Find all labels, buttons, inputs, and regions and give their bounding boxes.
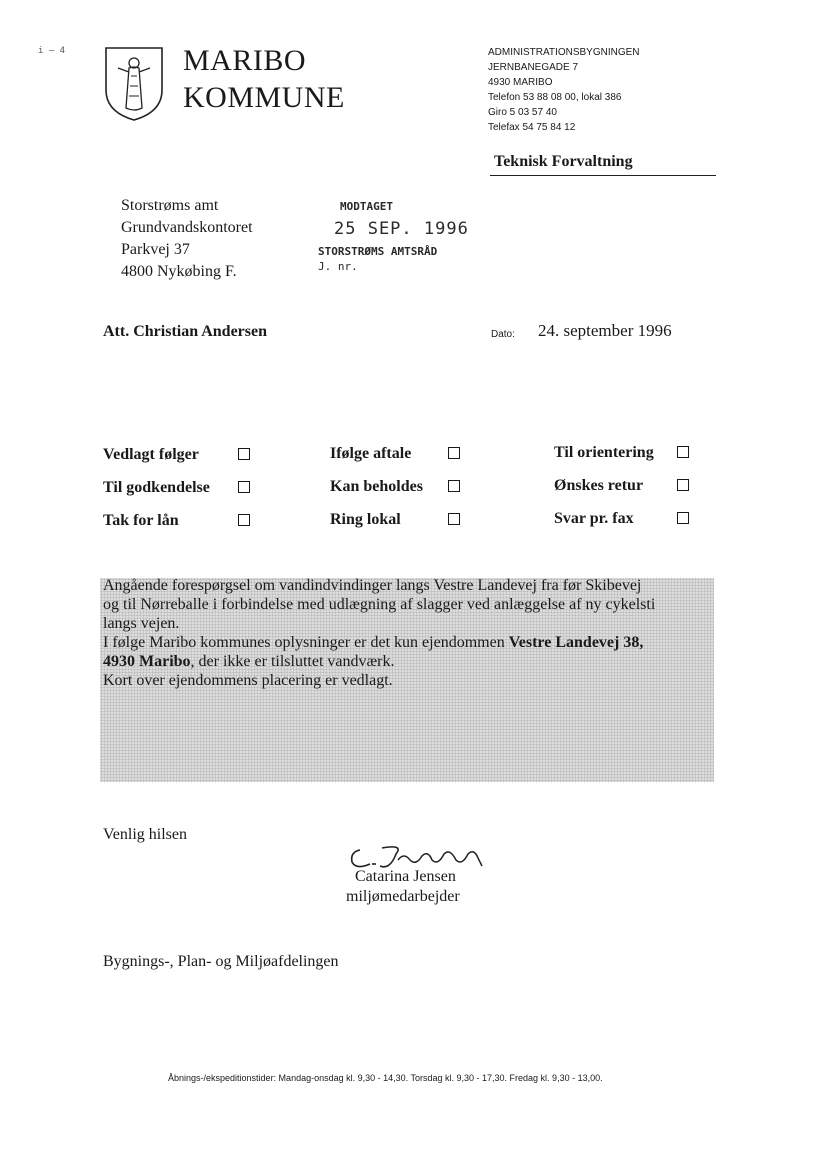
closing-greeting: Venlig hilsen [103,826,187,843]
admin-line: Telefon 53 88 08 00, lokal 386 [488,92,622,103]
message-line: Angående forespørgsel om vandindvindinger langs Vestre Landevej fra før Skibevej [103,577,642,594]
municipality-name-line2: KOMMUNE [183,81,345,114]
department-title: Teknisk Forvaltning [494,153,633,170]
message-text: , der ikke er tilsluttet vandværk. [190,653,395,670]
admin-line: JERNBANEGADE 7 [488,62,579,73]
message-line: og til Nørreballe i forbindelse med udlægning af slagger ved anlæggelse af ny cykelsti [103,596,656,613]
date-value: 24. september 1996 [538,321,672,340]
checkbox-beholdes[interactable] [448,480,460,492]
message-line [103,633,707,652]
admin-line: Giro 5 03 57 40 [488,107,557,118]
checkbox-vedlagt[interactable] [238,448,250,460]
recipient-line: Parkvej 37 [121,241,190,258]
checkbox-label-retur: Ønskes retur [554,477,644,494]
checkbox-label-orientering: Til orientering [554,444,654,461]
stamp-office: STORSTRØMS AMTSRÅD [318,245,438,258]
checkbox-fax[interactable] [677,512,689,524]
opening-hours: Åbnings-/ekspeditionstider: Mandag-onsdag kl. 9,30 - 14,30. Torsdag kl. 9,30 - 17,30. Fredag kl. 9,30 - 13,00. [168,1073,603,1083]
recipient-address [121,195,253,283]
checkbox-laan[interactable] [238,514,250,526]
recipient-line: Grundvandskontoret [121,219,253,236]
checkbox-label-fax: Svar pr. fax [554,510,634,527]
date-label: Dato: [491,329,515,340]
checkbox-ifolge[interactable] [448,447,460,459]
checkbox-retur[interactable] [677,479,689,491]
signer-title: miljømedarbejder [346,888,460,905]
checkbox-label-godkendelse: Til godkendelse [103,479,210,496]
checkbox-label-laan: Tak for lån [103,512,179,529]
property-city: 4930 Maribo [103,653,191,670]
message-body [103,576,707,690]
attention-line: Att. Christian Andersen [103,323,268,340]
admin-line: Telefax 54 75 84 12 [488,122,576,133]
recipient-line: Storstrøms amt [121,197,219,214]
checkbox-ring[interactable] [448,513,460,525]
admin-address [488,45,640,135]
signer-name: Catarina Jensen [355,868,456,885]
message-line: Kort over ejendommens placering er vedlagt. [103,672,393,689]
admin-line: 4930 MARIBO [488,77,553,88]
department-footer: Bygnings-, Plan- og Miljøafdelingen [103,953,339,970]
stamp-received: MODTAGET [340,200,393,213]
checkbox-label-ifolge: Ifølge aftale [330,445,412,462]
checkbox-label-ring: Ring lokal [330,511,401,528]
message-line [103,652,707,671]
checkbox-label-beholdes: Kan beholdes [330,478,423,495]
coat-of-arms-icon [104,46,164,122]
corner-mark: i — 4 [38,46,66,56]
recipient-line: 4800 Nykøbing F. [121,263,237,280]
admin-line: ADMINISTRATIONSBYGNINGEN [488,47,640,58]
checkbox-godkendelse[interactable] [238,481,250,493]
stamp-jnr: J. nr. [318,260,358,273]
department-divider [490,175,716,176]
message-text: I følge Maribo kommunes oplysninger er det kun ejendommen [103,634,509,651]
stamp-date: 25 SEP. 1996 [334,219,469,239]
received-stamp [318,200,469,273]
checkbox-label-vedlagt: Vedlagt følger [103,446,199,463]
municipality-name-line1: MARIBO [183,44,307,77]
message-line: langs vejen. [103,615,180,632]
property-address: Vestre Landevej 38, [508,634,644,651]
checkbox-orientering[interactable] [677,446,689,458]
